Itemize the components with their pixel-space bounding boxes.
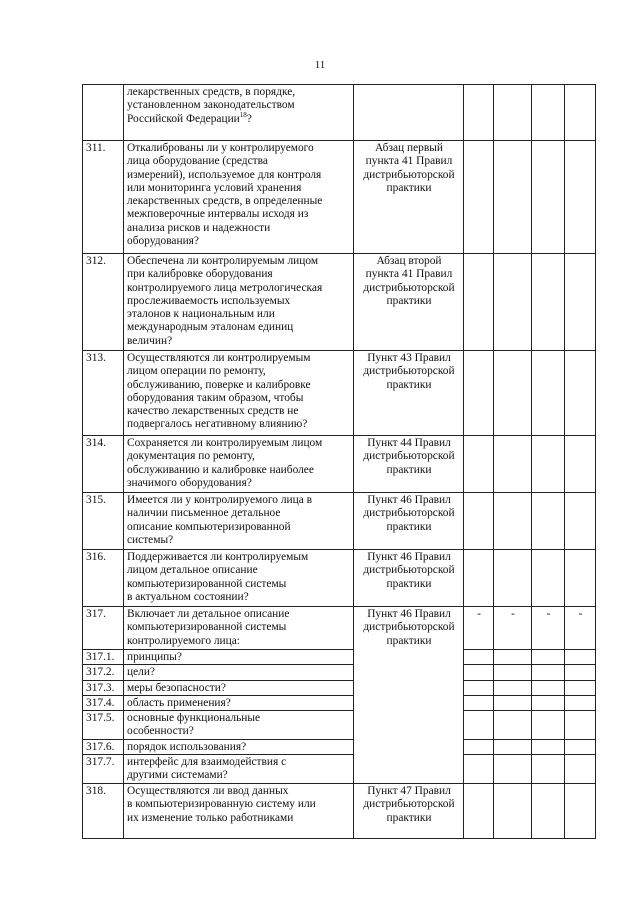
source-reference [354,351,464,436]
answer-cell[interactable] [565,695,596,710]
question-line: принципы? [127,651,182,663]
answer-cell[interactable] [494,680,532,695]
question-line: лекарственных средств, в определенные [127,195,323,208]
item-number: 313. [83,351,124,436]
answer-cell[interactable] [565,85,596,141]
question-line: Российской Федерации$^{18}$? [127,110,252,125]
answer-cell[interactable] [565,351,596,436]
item-number: 312. [83,254,124,351]
answer-cell[interactable] [494,665,532,680]
table-row [83,436,596,493]
answer-cell[interactable] [494,550,532,607]
answer-cell[interactable] [464,141,494,254]
item-number: 314. [83,436,124,493]
question-line: значимого оборудования? [127,476,252,489]
table-row [83,680,596,695]
item-number: 318. [83,784,124,839]
answer-cell[interactable] [565,680,596,695]
question-text [124,141,354,254]
question-line: основные функциональные [127,712,261,725]
source-line: Пункт 46 Правил [367,608,451,620]
question-line: качество лекарственных средств не [127,405,299,418]
question-line: лица оборудование (средства [127,155,268,168]
answer-cell[interactable] [464,695,494,710]
table-row [83,254,596,351]
answer-cell[interactable] [565,254,596,351]
question-text [124,85,354,141]
question-line: другими системами? [127,769,228,782]
answer-cell[interactable] [464,550,494,607]
answer-cell[interactable] [532,739,565,754]
answer-cell[interactable] [532,755,565,784]
question-line: обслуживанию и калибровке наиболее [127,463,314,476]
source-reference [354,784,464,839]
source-reference [354,141,464,254]
answer-cell[interactable] [532,665,565,680]
answer-cell[interactable] [565,493,596,550]
item-number: 317.2. [83,665,124,680]
question-text [124,755,354,784]
question-line: оборудования? [127,235,199,248]
item-number: 317. [83,607,124,650]
question-line: установленном законодательством [127,99,295,112]
question-line: международным эталонам единиц [127,321,294,334]
source-line: Пункт 44 Правил [367,437,451,449]
answer-cell[interactable] [494,755,532,784]
question-line: Откалиброваны ли у контролируемого [127,142,314,154]
question-line: анализа рисков и надежности [127,221,271,234]
answer-cell[interactable] [565,650,596,665]
answer-cell[interactable] [532,650,565,665]
answer-mark: - [578,608,583,620]
item-number [83,85,124,141]
answer-cell[interactable] [464,85,494,141]
source-line: практики [386,520,432,533]
answer-cell[interactable] [565,665,596,680]
item-number: 317.7. [83,755,124,784]
source-line: практики [386,294,432,307]
question-line: порядок использования? [127,740,247,753]
answer-cell[interactable] [494,436,532,493]
source-reference [354,493,464,550]
question-line: в актуальном состоянии? [127,590,249,603]
question-line: при калибровке оборудования [127,268,273,281]
question-line: наличии письменное детальное [127,507,281,520]
question-line: меры безопасности? [127,681,226,694]
source-line: дистрибьюторской [363,281,455,294]
question-text [124,351,354,436]
item-number: 317.3. [83,680,124,695]
answer-cell[interactable] [494,493,532,550]
table-row [83,755,596,784]
source-reference [354,436,464,493]
question-text [124,665,354,680]
question-line: эталонов к национальным или [127,308,275,321]
answer-cell[interactable] [532,695,565,710]
question-line: Осуществляются ли ввод данных [127,785,289,798]
answer-cell[interactable] [494,711,532,740]
table-row [83,141,596,254]
question-line: цели? [127,666,155,679]
question-line: контролируемого лица метрологическая [127,281,323,294]
question-line: Включает ли детальное описание [127,608,290,620]
source-line: практики [386,811,432,824]
answer-cell[interactable] [532,141,565,254]
answer-cell[interactable] [565,607,596,650]
table-row [83,650,596,665]
source-line: практики [386,463,432,476]
source-line: дистрибьюторской [363,798,455,811]
answer-cell[interactable] [494,650,532,665]
table-row [83,550,596,607]
question-line: оборудования таким образом, чтобы [127,391,304,404]
source-reference [354,550,464,607]
source-line: Пункт 43 Правил [367,352,451,364]
question-line: в компьютеризированную систему или [127,798,316,811]
source-line: практики [386,577,432,590]
question-line: Сохраняется ли контролируемым лицом [127,437,323,449]
source-line: Пункт 46 Правил [367,494,451,506]
answer-cell[interactable] [494,784,532,839]
source-line: Абзац второй [376,255,442,267]
answer-cell[interactable] [565,436,596,493]
answer-cell[interactable] [565,141,596,254]
source-line: практики [386,634,432,647]
question-line: или мониторинга условий хранения [127,181,302,194]
question-line: особенности? [127,725,194,738]
question-text [124,695,354,710]
question-line: контролируемого лица: [127,634,240,647]
table-row [83,493,596,550]
question-line: документация по ремонту, [127,450,255,463]
question-line: описание компьютеризированной [127,520,291,533]
question-text [124,493,354,550]
table-row [83,85,596,141]
checklist-table [82,84,596,839]
question-line: лицом операции по ремонту, [127,365,266,378]
checklist-body [83,85,596,839]
page-number: 11 [314,59,326,71]
source-line: Пункт 46 Правил [367,551,451,563]
answer-cell[interactable] [464,680,494,695]
question-line: область применения? [127,696,231,709]
answer-cell[interactable] [464,607,494,650]
answer-cell[interactable] [494,254,532,351]
answer-cell[interactable] [565,550,596,607]
question-line: обслуживанию, поверке и калибровке [127,378,311,391]
answer-mark: - [546,608,551,620]
table-row [83,784,596,839]
item-number: 311. [83,141,124,254]
question-line: Имеется ли у контролируемого лица в [127,494,312,506]
answer-cell[interactable] [464,665,494,680]
answer-cell[interactable] [464,784,494,839]
question-text [124,739,354,754]
answer-cell[interactable] [494,85,532,141]
source-line: дистрибьюторской [363,507,455,520]
answer-cell[interactable] [464,650,494,665]
question-line: лицом детальное описание [127,564,258,577]
answer-cell[interactable] [532,711,565,740]
question-line: величин? [127,334,173,347]
answer-mark: - [477,608,481,620]
answer-cell[interactable] [532,254,565,351]
answer-cell[interactable] [494,141,532,254]
question-line: подвергалось негативному влиянию? [127,418,308,431]
question-line: прослеживаемость используемых [127,294,291,307]
answer-cell[interactable] [532,607,565,650]
source-reference [354,85,464,141]
source-line: дистрибьюторской [363,621,455,634]
question-text [124,254,354,351]
answer-cell[interactable] [464,254,494,351]
question-line: системы? [127,533,174,546]
question-line: Поддерживается ли контролируемым [127,551,309,563]
source-reference [354,607,464,784]
source-line: дистрибьюторской [363,168,455,181]
table-row [83,607,596,650]
item-number: 317.4. [83,695,124,710]
answer-cell[interactable] [532,680,565,695]
question-text [124,680,354,695]
answer-cell[interactable] [494,695,532,710]
question-line: их изменение только работниками [127,811,294,824]
item-number: 317.6. [83,739,124,754]
answer-cell[interactable] [464,436,494,493]
question-line: компьютеризированной системы [127,621,287,634]
answer-cell[interactable] [464,493,494,550]
question-line: лекарственных средств, в порядке, [127,86,296,98]
answer-cell[interactable] [565,711,596,740]
answer-cell[interactable] [494,351,532,436]
source-line: пункта 41 Правил [365,268,453,281]
answer-cell[interactable] [532,436,565,493]
question-line: интерфейс для взаимодействия с [127,756,287,769]
question-line: Обеспечена ли контролируемым лицом [127,255,319,267]
answer-cell[interactable] [532,784,565,839]
answer-cell[interactable] [494,607,532,650]
source-line: дистрибьюторской [363,450,455,463]
table-row [83,711,596,740]
question-text [124,784,354,839]
question-text [124,607,354,650]
item-number: 316. [83,550,124,607]
answer-cell[interactable] [494,739,532,754]
answer-cell[interactable] [464,755,494,784]
item-number: 317.5. [83,711,124,740]
answer-cell[interactable] [532,493,565,550]
question-line: межповерочные интервалы исходя из [127,208,309,221]
source-line: практики [386,181,432,194]
table-row [83,665,596,680]
question-line: измерений), используемое для контроля [127,168,322,181]
answer-cell[interactable] [532,351,565,436]
question-text [124,550,354,607]
source-line: пункта 41 Правил [365,155,453,168]
answer-mark: - [511,608,515,620]
table-row [83,695,596,710]
source-line: практики [386,378,432,391]
answer-cell[interactable] [532,550,565,607]
answer-cell[interactable] [565,755,596,784]
question-line: Осуществляются ли контролируемым [127,352,311,364]
answer-cell[interactable] [464,739,494,754]
answer-cell[interactable] [532,85,565,141]
source-line: дистрибьюторской [363,564,455,577]
answer-cell[interactable] [565,784,596,839]
item-number: 317.1. [83,650,124,665]
question-line: компьютеризированной системы [127,577,287,590]
question-text [124,650,354,665]
source-line: Абзац первый [375,142,443,154]
source-line: Пункт 47 Правил [367,785,451,798]
answer-cell[interactable] [565,739,596,754]
item-number: 315. [83,493,124,550]
question-text [124,711,354,740]
table-row [83,351,596,436]
source-line: дистрибьюторской [363,365,455,378]
source-reference [354,254,464,351]
answer-cell[interactable] [464,711,494,740]
question-text [124,436,354,493]
answer-cell[interactable] [464,351,494,436]
table-row [83,739,596,754]
